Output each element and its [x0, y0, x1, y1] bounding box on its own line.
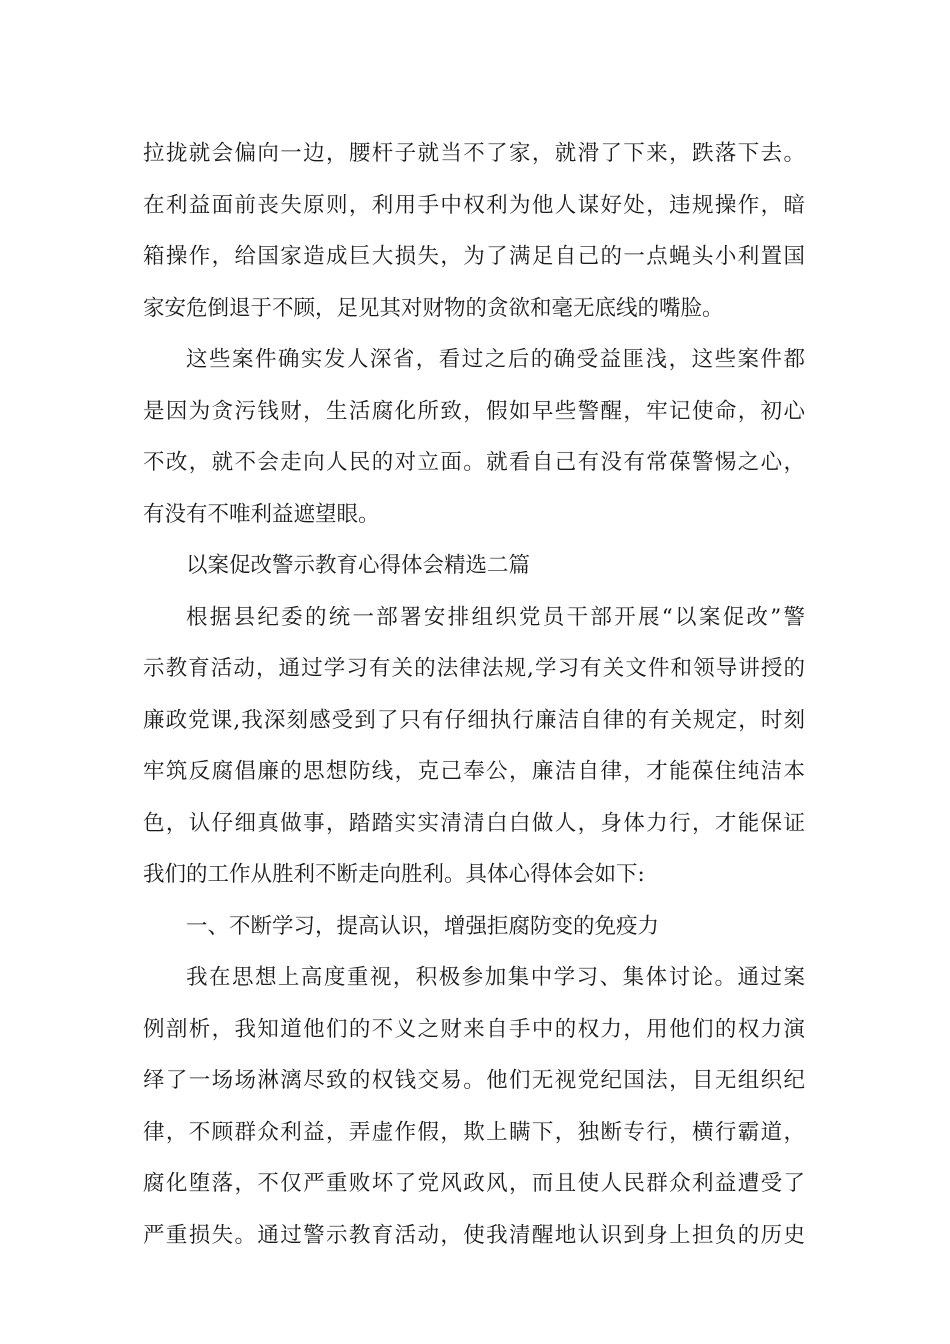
text-line: 在利益面前丧失原则，利用手中权利为他人谋好处，违规操作，暗	[143, 192, 805, 218]
text-line: 腐化堕落，不仅严重败坏了党风政风，而且使人民群众利益遭受了	[143, 1171, 805, 1196]
text-line: 绎了一场场淋漓尽致的权钱交易。他们无视党纪国法，目无组织纪	[143, 1068, 805, 1093]
text-line: 示教育活动，通过学习有关的法律法规,学习有关文件和领导讲授的	[143, 656, 805, 681]
text-line: 根据县纪委的统一部署安排组织党员干部开展“以案促改”警	[186, 604, 805, 630]
text-line: 严重损失。通过警示教育活动，使我清醒地认识到身上担负的历史	[143, 1222, 805, 1248]
subsection-heading: 一、不断学习，提高认识，增强拒腐防变的免疫力	[186, 913, 660, 939]
text-line: 不改，就不会走向人民的对立面。就看自己有没有常葆警惕之心，	[143, 450, 805, 475]
text-line: 家安危倒退于不顾，足见其对财物的贪欲和毫无底线的嘴脸。	[143, 295, 724, 321]
text-line: 有没有不唯利益遮望眼。	[143, 501, 380, 527]
text-line: 箱操作，给国家造成巨大损失，为了满足自己的一点蝇头小利置国	[143, 244, 805, 269]
text-line: 是因为贪污钱财，生活腐化所致，假如早些警醒，牢记使命，初心	[143, 398, 805, 424]
text-line: 我们的工作从胜利不断走向胜利。具体心得体会如下:	[143, 862, 645, 887]
document-body	[143, 128, 805, 1261]
text-line: 拉拢就会偏向一边，腰杆子就当不了家，就滑了下来，跌落下去。	[143, 141, 805, 166]
text-line: 律，不顾群众利益，弄虚作假，欺上瞒下，独断专行，横行霸道，	[143, 1119, 805, 1145]
text-line: 这些案件确实发人深省，看过之后的确受益匪浅，这些案件都	[186, 347, 805, 372]
text-line: 我在思想上高度重视，积极参加集中学习、集体讨论。通过案	[186, 965, 805, 990]
text-line: 牢筑反腐倡廉的思想防线，克己奉公，廉洁自律，才能葆住纯洁本	[143, 759, 805, 784]
text-line: 色，认仔细真做事，踏踏实实清清白白做人，身体力行，才能保证	[143, 810, 805, 836]
text-line: 例剖析，我知道他们的不义之财来自手中的权力，用他们的权力演	[143, 1016, 805, 1042]
section-heading: 以案促改警示教育心得体会精选二篇	[186, 553, 531, 578]
text-line: 廉政党课,我深刻感受到了只有仔细执行廉洁自律的有关规定，时刻	[143, 707, 805, 733]
